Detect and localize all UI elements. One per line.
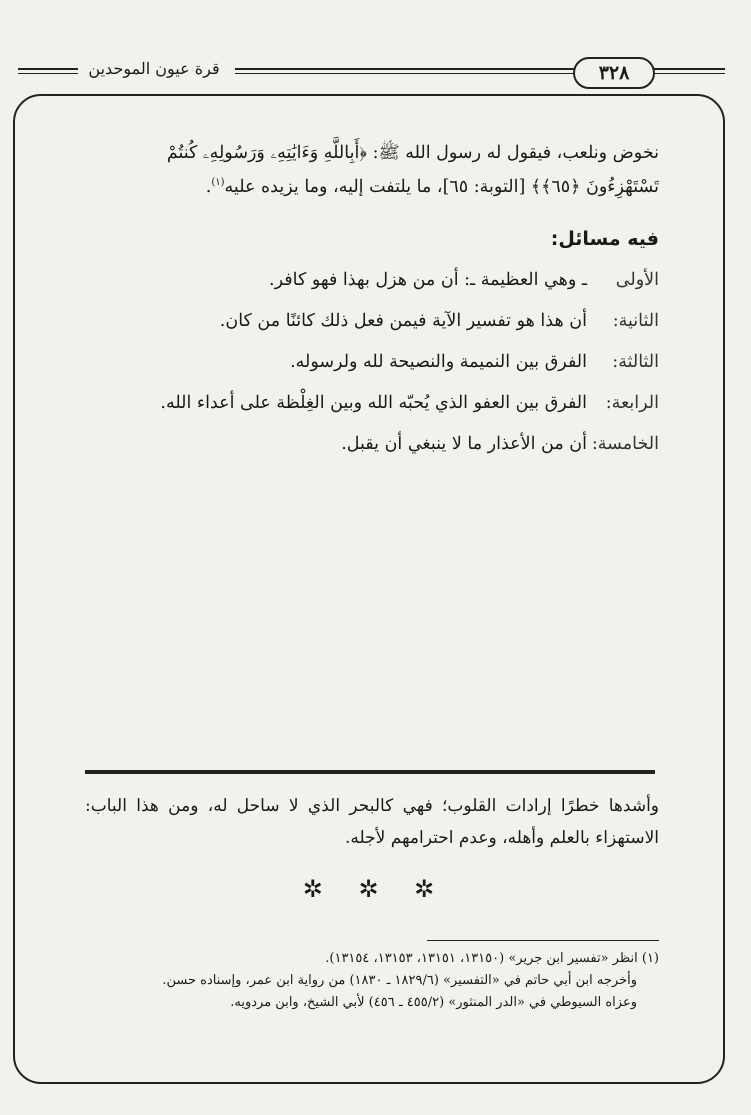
intro-line-2: تَسْتَهْزِءُونَ ﴿٦٥﴾﴾ [التوبة: ٦٥]، ما يلتفت إليه، وما يزيده عليه — [224, 176, 659, 197]
issue-label: الأولى — [615, 269, 659, 290]
footnote-1: (١) انظر «تفسير ابن جرير» (١٣١٥٠، ١٣١٥١، ١٣١٥٣، ١٣١٥٤). — [325, 951, 659, 966]
issue-text: الفرق بين النميمة والنصيحة لله ولرسوله. — [290, 351, 587, 372]
issue-text: الفرق بين العفو الذي يُحبّه الله وبين الغِلْظة على أعداء الله. — [160, 392, 587, 413]
section-title: فيه مسائل: — [550, 227, 659, 250]
footnotes — [85, 948, 659, 1014]
footnote-divider — [427, 940, 659, 941]
page-header — [0, 56, 751, 96]
header-rule-middle — [235, 68, 575, 70]
issue-label: الثانية: — [612, 310, 659, 331]
header-rule-left — [18, 68, 78, 70]
bottom-paragraph: وأشدها خطرًا إرادات القلوب؛ فهي كالبحر الذي لا ساحل له، ومن هذا الباب: الاستهزاء بالعلم وأهله، وعدم احترامهم لأجله. — [85, 796, 659, 848]
header-rule-middle-thin — [235, 73, 575, 74]
page-number: ٣٢٨ — [573, 57, 655, 89]
running-title: قرة عيون الموحدين — [79, 59, 229, 78]
issue-text: أن من الأعذار ما لا ينبغي أن يقبل. — [341, 433, 587, 454]
header-rule-left-thin — [18, 73, 78, 74]
issue-item — [85, 265, 659, 295]
issue-item — [85, 388, 659, 418]
star-ornament: ✲ ✲ ✲ — [302, 875, 449, 903]
main-text — [85, 138, 659, 459]
issue-label: الخامسة: — [591, 433, 659, 454]
section-divider — [85, 770, 655, 774]
issue-text: ـ وهي العظيمة ـ: أن من هزل بهذا فهو كافر. — [269, 269, 587, 290]
issue-label: الثالثة: — [612, 351, 659, 372]
issue-item — [85, 347, 659, 377]
header-rule-right-thin — [650, 73, 725, 74]
intro-line-1: نخوض ونلعب، فيقول له رسول الله ﷺ: ﴿أَبِاللَّهِ وَءَايَٰتِهِۦ وَرَسُولِهِۦ كُنتُمْ — [166, 143, 659, 163]
footnote-ref: (١) — [211, 177, 225, 188]
footnote-1-continued: وعزاه السيوطي في «الدر المنثور» (٤٥٥/٢ ـ ٤٥٦) لأبي الشيخ، وابن مردويه. — [230, 995, 637, 1010]
header-rule-right — [650, 68, 725, 70]
issue-label: الرابعة: — [605, 392, 659, 413]
intro-paragraph: نخوض ونلعب، فيقول له رسول الله ﷺ: ﴿أَبِاللَّهِ وَءَايَٰتِهِۦ وَرَسُولِهِۦ كُنتُمْ تَسْتَهْزِءُونَ ﴿٦٥﴾﴾ [التوبة: ٦٥]، ما يلتفت إليه، وما يزيده عليه$^{(١)}$. — [166, 143, 659, 197]
issue-text: أن هذا هو تفسير الآية فيمن فعل ذلك كائنًا من كان. — [219, 310, 587, 331]
footnote-1-continued: وأخرجه ابن أبي حاتم في «التفسير» (١٨٢٩/٦ ـ ١٨٣٠) من رواية ابن عمر، وإسناده حسن. — [162, 973, 637, 988]
issue-item — [85, 429, 659, 459]
issue-item — [85, 306, 659, 336]
